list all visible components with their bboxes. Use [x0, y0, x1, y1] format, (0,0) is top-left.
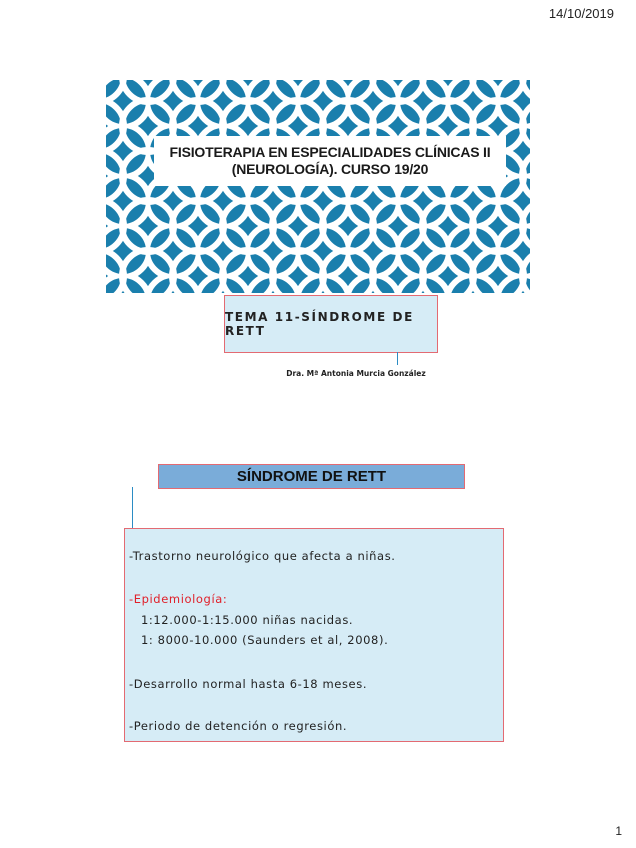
decorative-pattern — [106, 80, 530, 293]
course-title-line1: FISIOTERAPIA EN ESPECIALIDADES CLÍNICAS II — [169, 144, 491, 160]
course-title-box — [154, 136, 506, 186]
connector-line — [397, 352, 398, 365]
author-name: Dra. Mª Antonia Murcia González — [286, 369, 426, 378]
bullet-epidemiology-label: -Epidemiología: — [129, 592, 228, 606]
course-title-line2: (NEUROLOGÍA). CURSO 19/20 — [231, 161, 429, 177]
section-heading-box — [158, 464, 465, 489]
connector-line — [132, 487, 133, 531]
topic-box — [224, 295, 438, 353]
title-slide — [106, 80, 530, 380]
page-number: 1 — [615, 824, 622, 838]
print-date: 14/10/2019 — [548, 6, 614, 21]
section-heading: SÍNDROME DE RETT — [236, 468, 387, 485]
bullet-incidence-1: 1:12.000-1:15.000 niñas nacidas. — [141, 613, 354, 627]
bullet-incidence-2: 1: 8000-10.000 (Saunders et al, 2008). — [141, 633, 389, 647]
content-box — [124, 528, 504, 742]
bullet-regression: -Periodo de detención o regresión. — [129, 719, 348, 733]
bullet-development: -Desarrollo normal hasta 6-18 meses. — [129, 677, 368, 691]
ring-pattern-graphic — [106, 80, 530, 293]
bullet-definition: -Trastorno neurológico que afecta a niñas. — [129, 549, 396, 563]
topic-title: TEMA 11-SÍNDROME DE RETT — [225, 310, 414, 338]
